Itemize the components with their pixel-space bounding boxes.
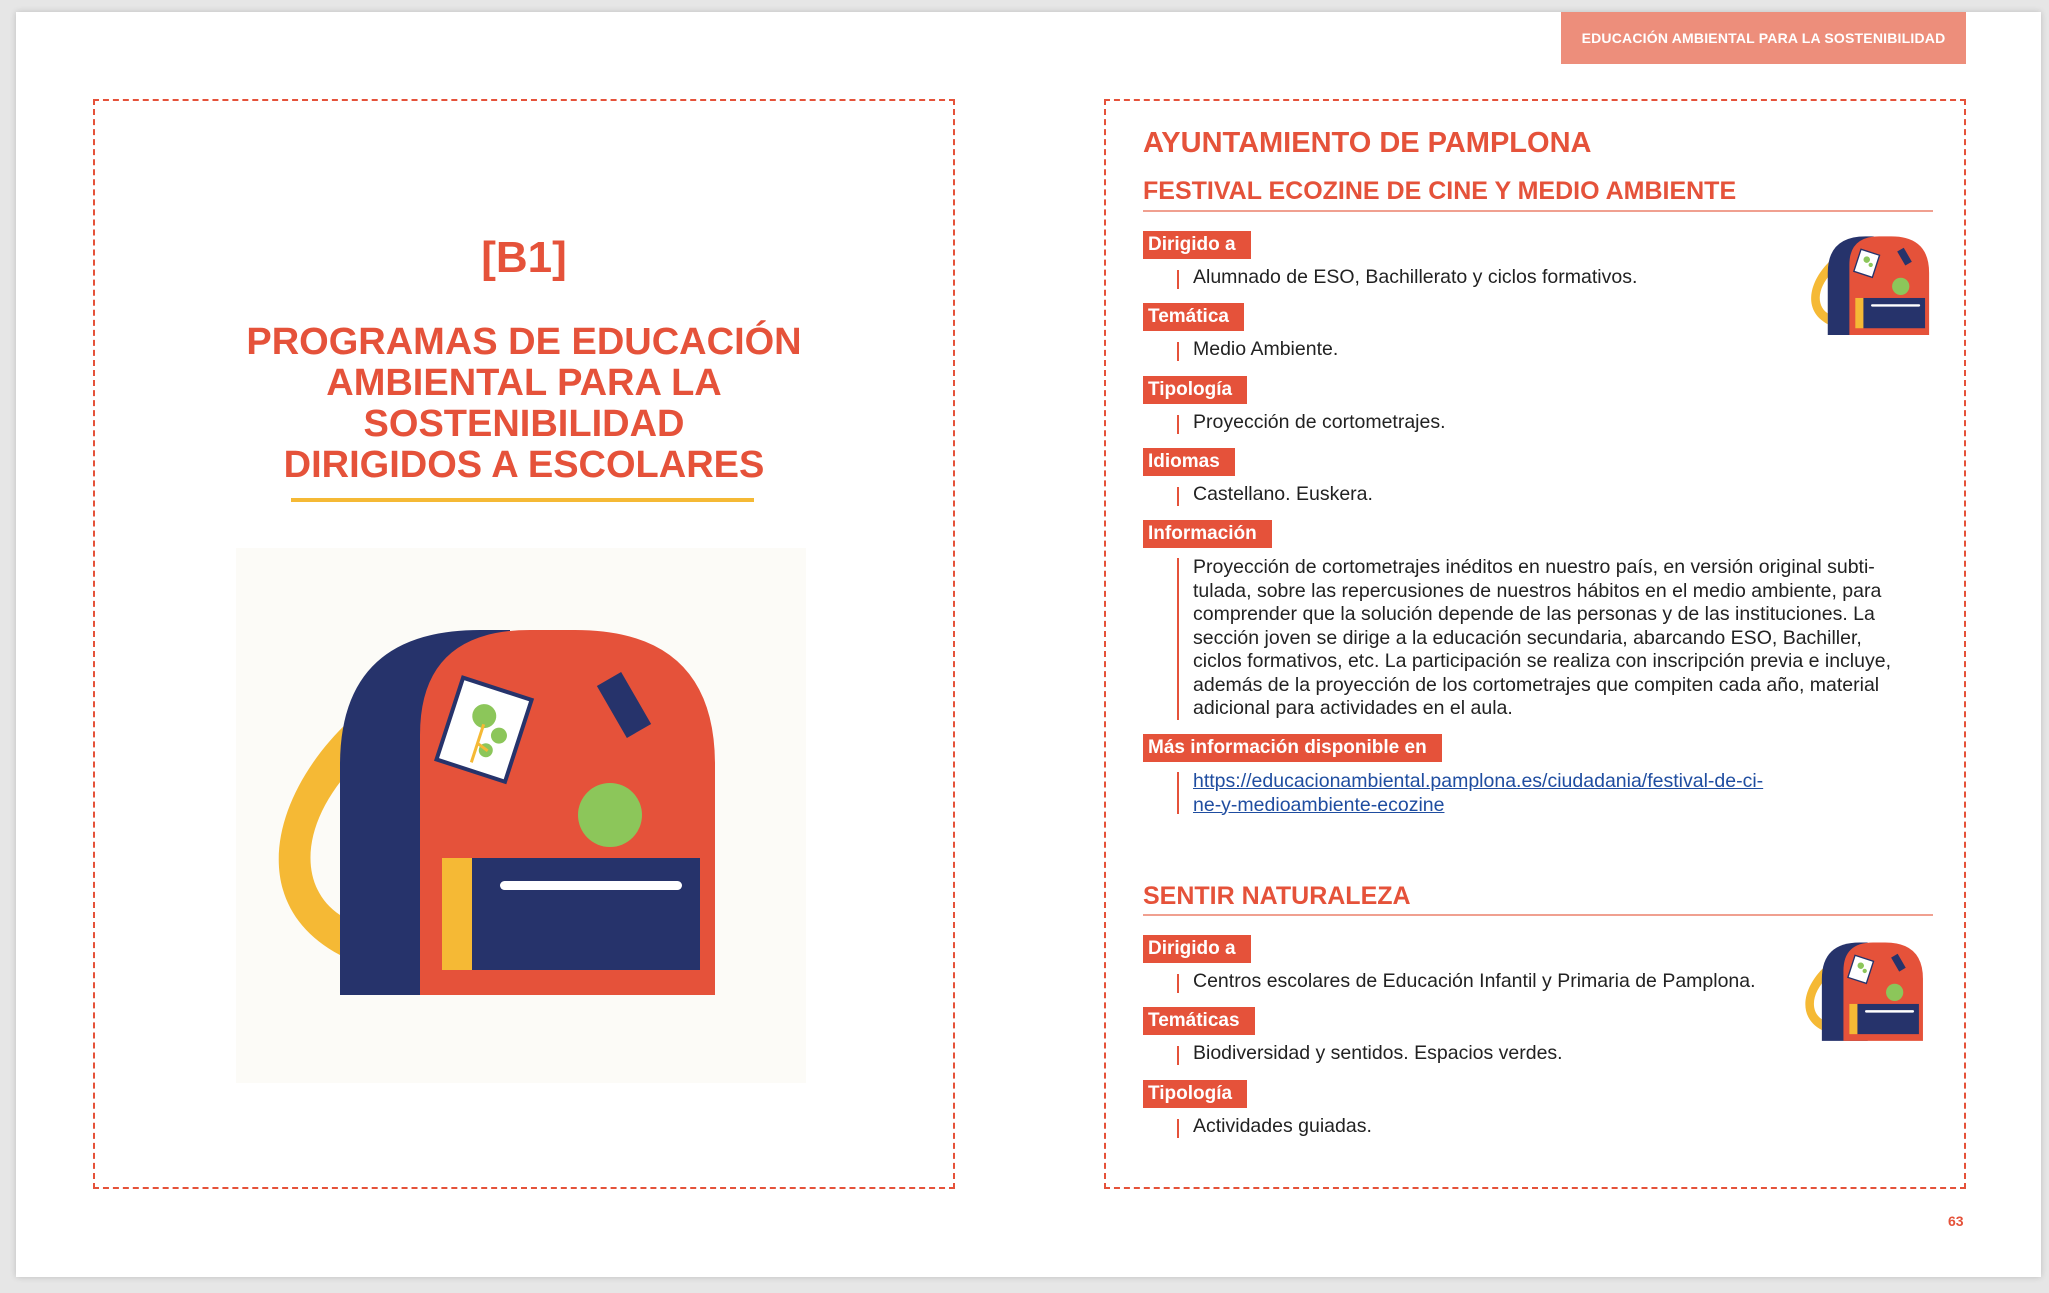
field-value: Centros escolares de Educación Infantil y Primaria de Pamplona. [1193,970,1756,992]
field-value: Actividades guiadas. [1193,1115,1372,1137]
field-value: Alumnado de ESO, Bachillerato y ciclos formativos. [1193,266,1638,288]
link-line[interactable]: https://educacionambiental.pamplona.es/ciudadania/festival-de-ci- [1193,770,1764,792]
info-line: Proyección de cortometrajes inéditos en nuestro país, en versión original subti- [1193,556,1875,578]
chapter-title [200,322,848,486]
info-line: tulada, sobre las repercusiones de nuestros hábitos en el medio ambiente, para [1193,579,1882,602]
backpack-icon [1808,235,1934,335]
field-bar [1177,487,1179,506]
info-line: además de la proyección de los cortometrajes que compiten cada año, material [1193,673,1880,696]
field-label: Información [1143,520,1272,548]
field-label: Dirigido a [1143,231,1251,259]
program-title-rule [1143,914,1933,916]
info-line: comprender que la solución depende de las personas y de las instituciones. La [1193,603,1875,625]
field-label: Temática [1143,303,1244,331]
chapter-title-line: DIRIGIDOS A ESCOLARES [283,444,765,486]
field-label: Idiomas [1143,448,1235,476]
field-value: Castellano. Euskera. [1193,483,1373,505]
field-value: Medio Ambiente. [1193,338,1339,360]
chapter-title-line: PROGRAMAS DE EDUCACIÓN [246,321,802,363]
field-value: Biodiversidad y sentidos. Espacios verdes. [1193,1042,1563,1064]
field-bar [1177,1119,1179,1138]
organization-title: AYUNTAMIENTO DE PAMPLONA [1143,127,1592,159]
info-line: adicional para actividades en el aula. [1193,697,1513,719]
field-label: Tipología [1143,376,1247,404]
field-label: Dirigido a [1143,935,1251,963]
field-bar [1177,342,1179,361]
info-line: sección joven se dirige a la educación secundaria, abarcando ESO, Bachiller, [1193,626,1862,649]
field-label: Temáticas [1143,1007,1255,1035]
field-label: Más información disponible en [1143,734,1442,762]
chapter-title-line: SOSTENIBILIDAD [363,403,685,445]
field-bar [1177,558,1179,720]
field-bar [1177,270,1179,289]
field-value [1193,556,1891,721]
field-bar [1177,1046,1179,1065]
section-header-tab: EDUCACIÓN AMBIENTAL PARA LA SOSTENIBILIDAD [1561,12,1966,64]
info-line: ciclos formativos, etc. La participación se realiza con inscripción previa e incluye, [1193,650,1891,672]
program-title-rule [1143,210,1933,212]
program-title: FESTIVAL ECOZINE DE CINE Y MEDIO AMBIENTE [1143,177,1737,205]
more-info-link[interactable] [1193,770,1763,817]
chapter-code: [B1] [481,233,567,282]
backpack-icon [1803,941,1927,1041]
field-label: Tipología [1143,1080,1247,1108]
chapter-title-line: AMBIENTAL PARA LA [326,362,722,404]
program-title: SENTIR NATURALEZA [1143,882,1411,910]
page-number: 63 [1948,1213,1964,1229]
field-bar [1177,772,1179,814]
field-value: Proyección de cortometrajes. [1193,411,1446,433]
backpack-illustration [270,625,730,995]
link-line[interactable]: ne-y-medioambiente-ecozine [1193,793,1445,816]
title-underline [291,498,754,502]
field-bar [1177,415,1179,434]
field-bar [1177,974,1179,993]
